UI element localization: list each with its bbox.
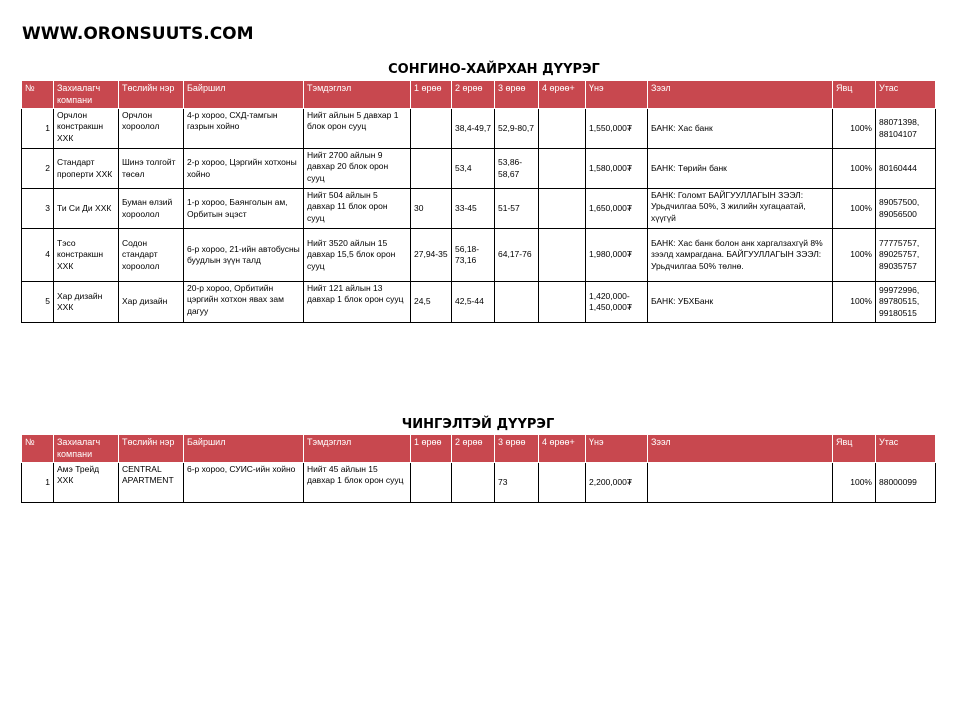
col-header: Утас (876, 81, 936, 109)
cell-progress: 100% (833, 229, 876, 282)
col-header: Явц (833, 435, 876, 463)
col-header: 4 өрөө+ (539, 435, 586, 463)
col-header: Төслийн нэр (119, 435, 184, 463)
cell-phone: 77775757, 89025757, 89035757 (876, 229, 936, 282)
table-row (22, 229, 936, 282)
table-row (22, 463, 936, 503)
cell-price: 1,550,000₮ (586, 109, 648, 149)
cell-company: Стандарт проперти ХХК (54, 149, 119, 189)
cell-room4 (539, 189, 586, 229)
cell-progress: 100% (833, 109, 876, 149)
cell-project: CENTRAL APARTMENT (119, 463, 184, 503)
col-header: 4 өрөө+ (539, 81, 586, 109)
cell-project: Орчлон хороолол (119, 109, 184, 149)
cell-note: Нийт 45 айлын 15 давхар 1 блок орон сууц (304, 463, 411, 503)
cell-room4 (539, 109, 586, 149)
cell-progress: 100% (833, 463, 876, 503)
cell-price: 2,200,000₮ (586, 463, 648, 503)
table-row (22, 109, 936, 149)
cell-company: Ти Си Ди ХХК (54, 189, 119, 229)
cell-company: Тэсо констракшн ХХК (54, 229, 119, 282)
cell-project: Хар дизайн (119, 282, 184, 323)
col-header: Тэмдэглэл (304, 435, 411, 463)
col-header: № (22, 81, 54, 109)
cell-room3: 73 (495, 463, 539, 503)
col-header: 3 өрөө (495, 435, 539, 463)
cell-no: 3 (22, 189, 54, 229)
chingeltei-table (21, 434, 936, 503)
cell-progress: 100% (833, 189, 876, 229)
cell-room1: 27,94-35 (411, 229, 452, 282)
col-header: Байршил (184, 81, 304, 109)
cell-no: 1 (22, 109, 54, 149)
cell-loan (648, 463, 833, 503)
cell-price: 1,580,000₮ (586, 149, 648, 189)
cell-room3: 53,86-58,67 (495, 149, 539, 189)
cell-price: 1,980,000₮ (586, 229, 648, 282)
cell-phone: 88071398, 88104107 (876, 109, 936, 149)
cell-note: Нийт 504 айлын 5 давхар 11 блок орон сууц (304, 189, 411, 229)
cell-no: 5 (22, 282, 54, 323)
cell-progress: 100% (833, 149, 876, 189)
cell-phone: 88000099 (876, 463, 936, 503)
cell-location: 1-р хороо, Баянголын ам, Орбитын эцэст (184, 189, 304, 229)
col-header: Зээл (648, 435, 833, 463)
cell-loan: БАНК: Голомт БАЙГУУЛЛАГЫН ЗЭЭЛ: Урьдчилгаа 50%, 3 жилийн хугацаатай, хүүгүй (648, 189, 833, 229)
cell-room2: 42,5-44 (452, 282, 495, 323)
cell-price: 1,650,000₮ (586, 189, 648, 229)
cell-room3: 52,9-80,7 (495, 109, 539, 149)
cell-room4 (539, 149, 586, 189)
col-header: Үнэ (586, 435, 648, 463)
col-header: 2 өрөө (452, 81, 495, 109)
cell-phone: 99972996, 89780515, 99180515 (876, 282, 936, 323)
table-header-row (22, 435, 936, 463)
cell-room4 (539, 229, 586, 282)
col-header: Утас (876, 435, 936, 463)
cell-room3: 51-57 (495, 189, 539, 229)
cell-location: 20-р хороо, Орбитийн цэргийн хотхон явах зам дагуу (184, 282, 304, 323)
cell-company: Амэ Трейд ХХК (54, 463, 119, 503)
cell-note: Нийт айлын 5 давхар 1 блок орон сууц (304, 109, 411, 149)
cell-room4 (539, 463, 586, 503)
cell-room1 (411, 109, 452, 149)
table-row (22, 282, 936, 323)
cell-room1 (411, 149, 452, 189)
cell-company: Хар дизайн ХХК (54, 282, 119, 323)
col-header: Зээл (648, 81, 833, 109)
cell-price: 1,420,000-1,450,000₮ (586, 282, 648, 323)
table-row (22, 149, 936, 189)
cell-loan: БАНК: Төрийн банк (648, 149, 833, 189)
cell-location: 4-р хороо, СХД-тамгын газрын хойно (184, 109, 304, 149)
site-title: WWW.ORONSUUTS.COM (22, 24, 254, 44)
col-header: Явц (833, 81, 876, 109)
cell-phone: 89057500, 89056500 (876, 189, 936, 229)
cell-room2: 38,4-49,7 (452, 109, 495, 149)
section-title-songinokhairkhan: СОНГИНО-ХАЙРХАН ДҮҮРЭГ (388, 62, 600, 77)
cell-note: Нийт 121 айлын 13 давхар 1 блок орон сууц (304, 282, 411, 323)
cell-progress: 100% (833, 282, 876, 323)
cell-room2: 56,18-73,16 (452, 229, 495, 282)
cell-note: Нийт 3520 айлын 15 давхар 15,5 блок орон сууц (304, 229, 411, 282)
cell-project: Буман өлзий хороолол (119, 189, 184, 229)
table-header-row (22, 81, 936, 109)
cell-no: 1 (22, 463, 54, 503)
cell-location: 6-р хороо, СУИС-ийн хойно (184, 463, 304, 503)
cell-room3 (495, 282, 539, 323)
cell-loan: БАНК: Хас банк болон анк харгалзахгүй 8% зээлд хамрагдана. БАЙГУУЛЛАГЫН ЗЭЭЛ: Урьдчилгаа 50% төлнө. (648, 229, 833, 282)
table-row (22, 189, 936, 229)
cell-room2: 33-45 (452, 189, 495, 229)
cell-project: Содон стандарт хороолол (119, 229, 184, 282)
cell-location: 6-р хороо, 21-ийн автобусны буудлын зүүн талд (184, 229, 304, 282)
col-header: Захиалагч компани (54, 435, 119, 463)
cell-room2 (452, 463, 495, 503)
col-header: 3 өрөө (495, 81, 539, 109)
col-header: Үнэ (586, 81, 648, 109)
col-header: 1 өрөө (411, 81, 452, 109)
section-title-chingeltei: ЧИНГЭЛТЭЙ ДҮҮРЭГ (401, 417, 555, 432)
cell-note: Нийт 2700 айлын 9 давхар 20 блок орон сууц (304, 149, 411, 189)
cell-no: 2 (22, 149, 54, 189)
cell-project: Шинэ толгойт төсөл (119, 149, 184, 189)
cell-room4 (539, 282, 586, 323)
col-header: Захиалагч компани (54, 81, 119, 109)
cell-phone: 80160444 (876, 149, 936, 189)
col-header: Төслийн нэр (119, 81, 184, 109)
cell-room3: 64,17-76 (495, 229, 539, 282)
cell-company: Орчлон констракшн ХХК (54, 109, 119, 149)
cell-room1: 24,5 (411, 282, 452, 323)
col-header: 1 өрөө (411, 435, 452, 463)
col-header: Байршил (184, 435, 304, 463)
cell-loan: БАНК: УБХБанк (648, 282, 833, 323)
cell-room2: 53,4 (452, 149, 495, 189)
cell-location: 2-р хороо, Цэргийн хотхоны хойно (184, 149, 304, 189)
cell-no: 4 (22, 229, 54, 282)
songinokhairkhan-table (21, 80, 936, 323)
cell-room1 (411, 463, 452, 503)
col-header: 2 өрөө (452, 435, 495, 463)
col-header: № (22, 435, 54, 463)
col-header: Тэмдэглэл (304, 81, 411, 109)
cell-room1: 30 (411, 189, 452, 229)
cell-loan: БАНК: Хас банк (648, 109, 833, 149)
